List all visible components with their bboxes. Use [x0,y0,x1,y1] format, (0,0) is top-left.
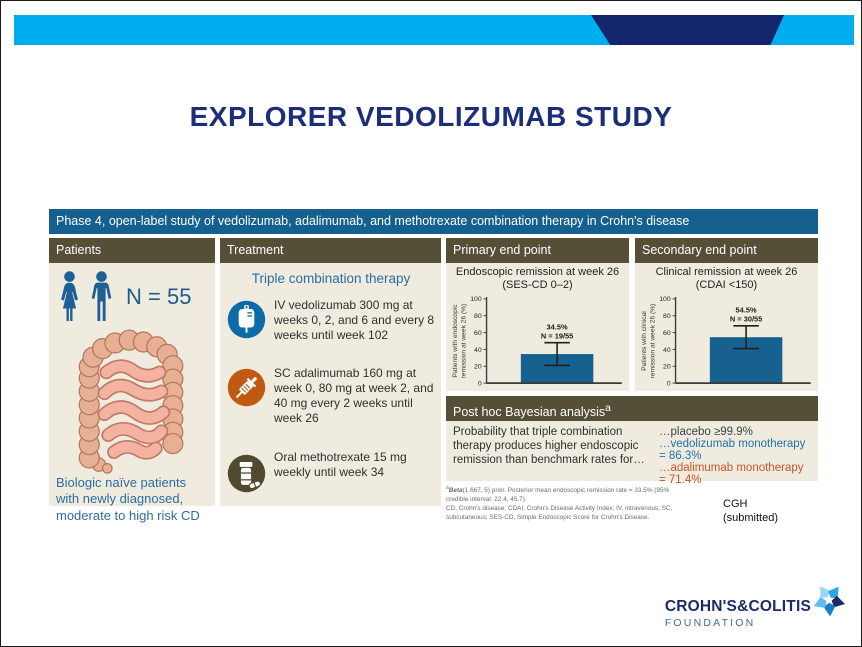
svg-text:20: 20 [474,363,482,371]
svg-text:Patients with clinical: Patients with clinical [641,311,649,371]
patients-header: Patients [49,238,215,263]
bayesian-line-placebo: …placebo ≥99.9% [659,426,753,438]
svg-text:N = 30/55: N = 30/55 [729,314,763,324]
primary-endpoint-bar-chart [448,293,627,389]
endpoints-column [446,238,818,523]
figure-footnote [446,485,691,523]
svg-text:100: 100 [470,296,482,304]
crohns-colitis-foundation-logo [665,598,839,629]
journal-annotation [723,497,778,526]
primary-chart-subtitle: (SES-CD 0–2) [502,278,573,291]
male-icon [89,271,114,323]
svg-text:60: 60 [663,329,671,337]
footnote-beta: Beta [448,487,463,495]
logo-inner [665,598,839,629]
female-icon [57,271,82,323]
treatment-subtitle: Triple combination therapy [251,271,411,286]
treatment-item-text: SC adalimumab 160 mg at week 0, 80 mg at week 2, and 40 mg every 2 weeks until week 26 [274,365,434,426]
pill-bottle-icon [227,454,266,493]
treatment-body [220,263,441,506]
treatment-item-vedolizumab [227,298,435,344]
patients-panel [49,238,215,523]
bayesian-header [446,396,818,421]
intestine-illustration [57,323,207,475]
journal-annotation-line2: (submitted) [723,512,779,525]
treatment-panel [220,238,441,506]
footnote-line-2: CD, Crohn's disease; CDAI, Crohn's Disease Activity Index; IV, intravenous; SC, subcutaneous; SES-CD, Simple Endoscopic Score for Crohn's Disease. [446,505,673,522]
secondary-endpoint-bar-chart [637,293,816,389]
journal-annotation-line1: CGH [723,498,748,510]
primary-chart-title: Endoscopic remission at week 26 [455,266,620,278]
primary-endpoint-header: Primary end point [446,238,629,263]
logo-subtitle: FOUNDATION [664,617,756,629]
treatment-item-adalimumab [227,366,435,427]
primary-endpoint-panel [446,238,629,391]
top-banner [14,15,854,45]
svg-text:80: 80 [474,313,482,321]
svg-text:0: 0 [477,380,482,388]
sample-size-label: N = 55 [126,284,192,309]
patients-icon-row [49,263,215,323]
banner-trapezoid-decoration [591,15,784,45]
patients-caption: Biologic naïve patients with newly diagnosed, moderate to high risk CD [56,475,200,523]
bayesian-body [446,421,818,486]
secondary-endpoint-panel [635,238,818,391]
svg-text:remission at week 26 (%): remission at week 26 (%) [460,303,468,379]
bayesian-line-vedolizumab: …vedolizumab monotherapy = 86.3% [659,438,806,462]
star-icon [811,582,847,618]
svg-text:20: 20 [663,363,671,371]
syringe-icon [227,368,266,407]
study-figure [49,209,818,523]
svg-text:100: 100 [659,296,671,304]
primary-endpoint-body [446,263,629,391]
footnote-superscript: a [446,485,449,491]
patients-body [49,263,215,523]
svg-text:40: 40 [663,346,671,354]
intestine-illustration-wrap [49,323,215,475]
bayesian-line-adalimumab: …adalimumab monotherapy = 71.4% [659,462,804,486]
page-title: EXPLORER VEDOLIZUMAB STUDY [189,101,673,132]
secondary-endpoint-body [635,263,818,391]
treatment-item-text: Oral methotrexate 15 mg weekly until week 34 [274,449,407,479]
svg-text:60: 60 [474,329,482,337]
figure-title-bar: Phase 4, open-label study of vedolizumab, adalimumab, and methotrexate combination therapy in Crohn's disease [49,209,818,234]
footnote-line-1-text: (1.667, 5) prior. Posterior mean endoscopic remission rate = 33.5% (95% credible interval: 22.4, 45.7). [446,487,670,504]
svg-text:Patients with endoscopic: Patients with endoscopic [452,304,460,378]
bayesian-probability-text: Probability that triple combination therapy produces higher endoscopic remission than benchmark rates for… [453,426,645,467]
svg-text:34.5%: 34.5% [546,322,568,332]
svg-text:80: 80 [663,313,671,321]
secondary-chart-subtitle: (CDAI <150) [695,278,758,291]
svg-text:54.5%: 54.5% [735,305,757,315]
figure-columns [49,238,818,523]
iv-bag-icon [227,300,266,339]
treatment-item-text: IV vedolizumab 300 mg at weeks 0, 2, and 6 and every 8 weeks until week 102 [274,298,435,343]
svg-text:remission at week 26 (%): remission at week 26 (%) [649,303,657,379]
secondary-endpoint-header: Secondary end point [635,238,818,263]
treatment-header: Treatment [220,238,441,263]
footnote-line-1 [446,485,691,505]
svg-text:0: 0 [666,380,671,388]
bayesian-panel [446,396,818,486]
treatment-item-methotrexate [227,450,435,493]
svg-text:40: 40 [474,346,482,354]
logo-name: CROHN'S&COLITIS [664,598,811,615]
secondary-chart-title: Clinical remission at week 26 [655,266,798,278]
bayesian-results [653,425,812,486]
endpoint-row [446,238,818,391]
bayesian-header-text: Post hoc Bayesian analysis [453,405,606,420]
svg-text:N = 19/55: N = 19/55 [540,331,574,341]
bayesian-header-superscript: a [605,403,611,414]
